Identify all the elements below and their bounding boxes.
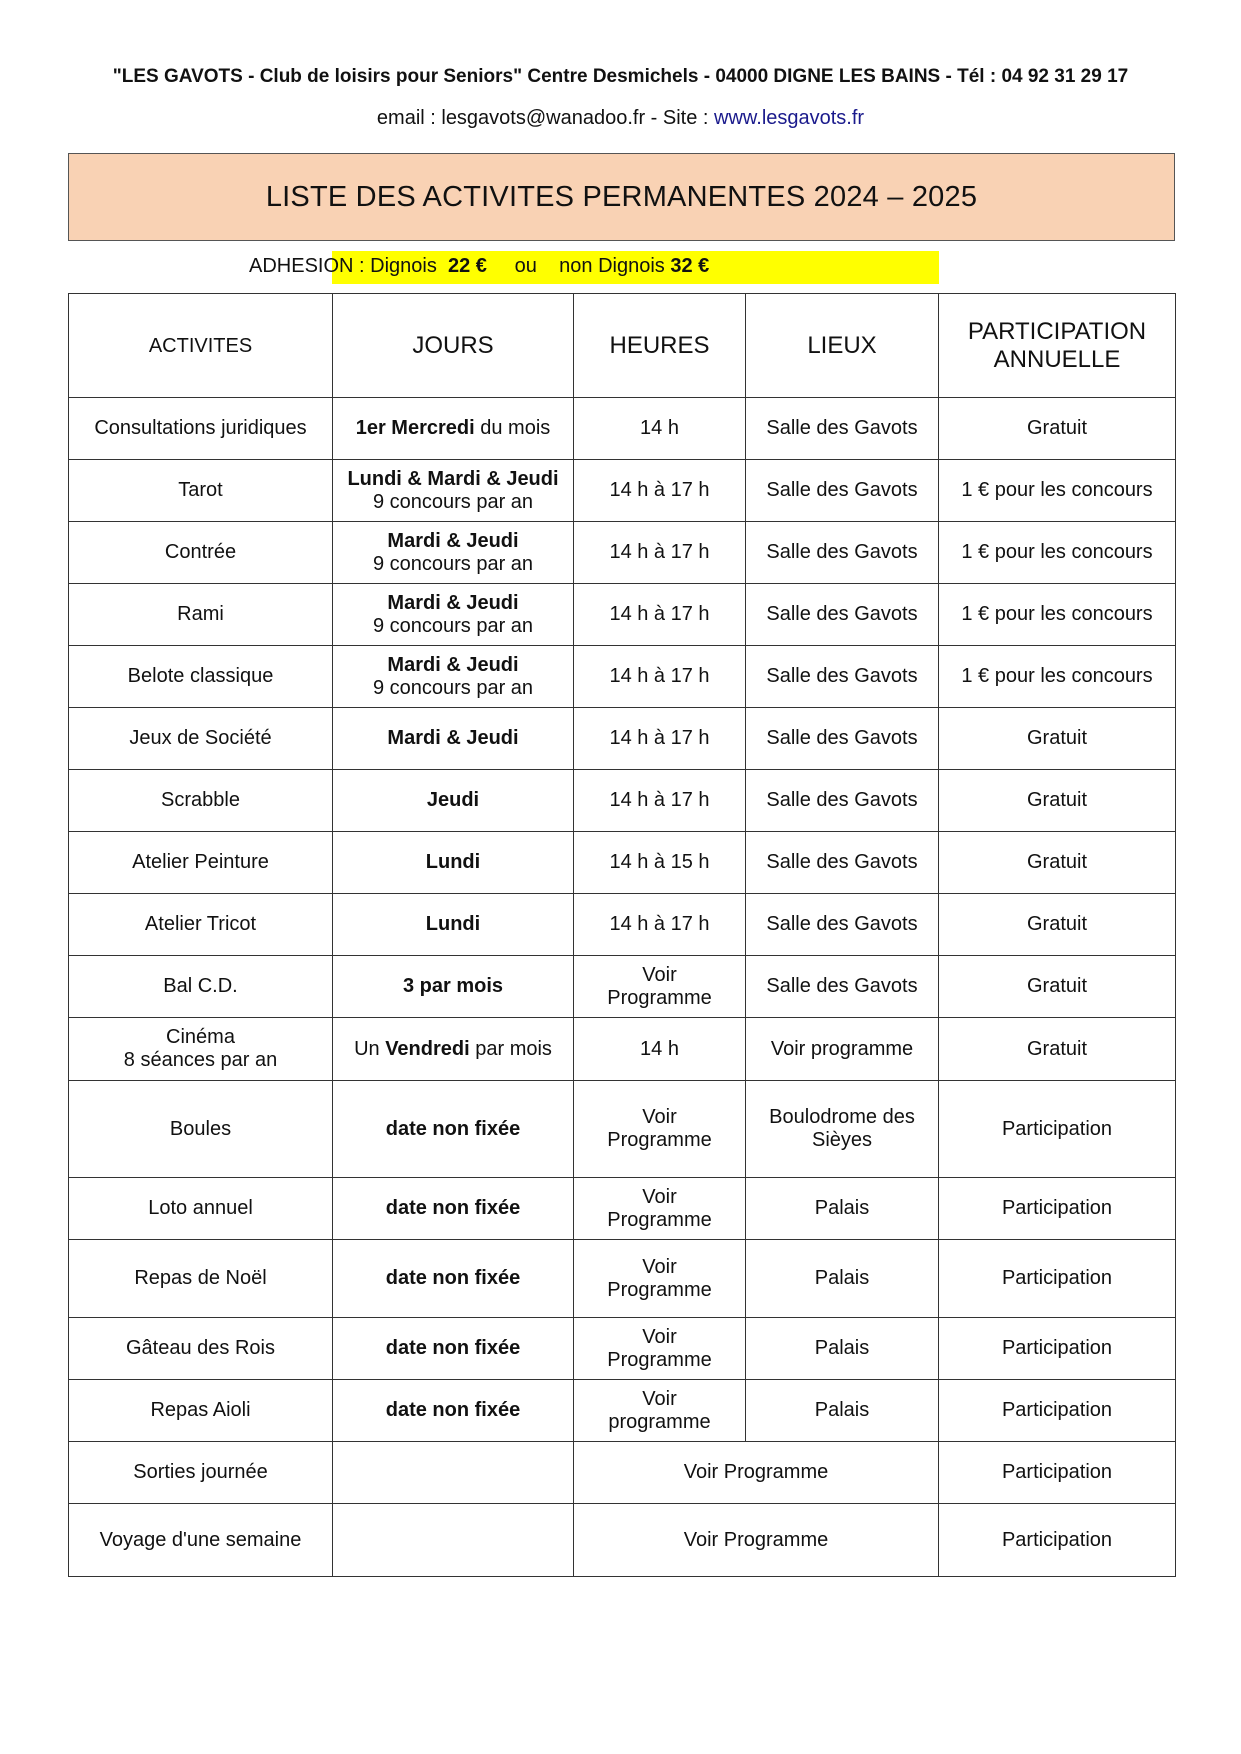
activity-cell [69, 1240, 333, 1318]
table-row [69, 646, 1176, 708]
contact-line [0, 107, 1241, 130]
day-main: date non fixée [385, 1399, 521, 1421]
participation-cell: Participation [939, 1504, 1176, 1577]
table-row [69, 956, 1176, 1018]
days-cell [333, 894, 574, 956]
days-cell [333, 770, 574, 832]
day-main: date non fixée [385, 1117, 521, 1140]
participation-cell: Participation [939, 1380, 1176, 1442]
hours-cell: 14 h à 17 h [574, 708, 746, 770]
activity-name: Repas Aioli [150, 1399, 251, 1421]
email-text: email : lesgavots@wanadoo.fr - Site : [376, 107, 715, 129]
day-main: 1er Mercredi [355, 417, 475, 439]
activity-name: Rami [177, 603, 224, 625]
place-cell: Palais [746, 1240, 939, 1318]
activity-cell [69, 1081, 333, 1178]
place-cell: Boulodrome des Sièyes [746, 1081, 939, 1178]
adhesion-middle: ou non Dignois [486, 255, 671, 277]
table-header-row [69, 294, 1176, 398]
days-cell [333, 1240, 574, 1318]
hours-cell: 14 h [574, 1018, 746, 1081]
day-main: date non fixée [385, 1197, 521, 1219]
hours-cell: 14 h [574, 398, 746, 460]
days-cell [333, 956, 574, 1018]
place-cell: Voir programme [746, 1018, 939, 1081]
hours-cell: Voir Programme [574, 956, 746, 1018]
participation-cell: Gratuit [939, 708, 1176, 770]
day-main: Mardi & Jeudi [387, 591, 519, 614]
activity-name: Bal C.D. [163, 975, 238, 997]
day-main: date non fixée [385, 1267, 521, 1289]
days-cell [333, 832, 574, 894]
activity-name: Boules [169, 1117, 232, 1140]
activity-sub: 8 séances par an [123, 1049, 278, 1071]
adhesion-label: ADHESION : Dignois [249, 255, 448, 277]
hours-cell: 14 h à 17 h [574, 460, 746, 522]
participation-cell: Gratuit [939, 832, 1176, 894]
participation-cell: 1 € pour les concours [939, 646, 1176, 708]
activity-name: Jeux de Société [129, 727, 272, 749]
day-main: date non fixée [385, 1337, 521, 1359]
table-row [69, 1081, 1176, 1178]
days-cell [333, 1442, 574, 1504]
participation-cell: Gratuit [939, 770, 1176, 832]
day-suffix: du mois [474, 417, 551, 439]
table-row [69, 1240, 1176, 1318]
column-header-activites: ACTIVITES [69, 294, 333, 398]
activity-cell [69, 832, 333, 894]
table-row [69, 398, 1176, 460]
days-cell [333, 646, 574, 708]
table-row [69, 894, 1176, 956]
day-sub: 9 concours par an [372, 614, 534, 637]
activity-name: Atelier Peinture [132, 851, 269, 873]
day-main: Jeudi [426, 789, 480, 811]
hours-cell: 14 h à 17 h [574, 770, 746, 832]
day-main: Mardi & Jeudi [387, 727, 519, 749]
activity-name: Sorties journée [133, 1461, 268, 1483]
activity-cell [69, 1504, 333, 1577]
hours-cell: Voir Programme [574, 1318, 746, 1380]
column-header-jours: JOURS [333, 294, 574, 398]
activity-name: Belote classique [127, 665, 274, 687]
activity-cell [69, 1178, 333, 1240]
activity-cell [69, 1318, 333, 1380]
table-row [69, 1442, 1176, 1504]
days-cell [333, 1081, 574, 1178]
participation-cell: Gratuit [939, 894, 1176, 956]
day-suffix: par mois [469, 1037, 552, 1060]
day-main: Mardi & Jeudi [387, 529, 519, 552]
place-cell: Salle des Gavots [746, 708, 939, 770]
hours-cell: 14 h à 15 h [574, 832, 746, 894]
activity-name: Repas de Noël [134, 1267, 267, 1289]
days-cell [333, 398, 574, 460]
activity-name: Gâteau des Rois [126, 1337, 275, 1359]
activity-cell [69, 646, 333, 708]
place-cell: Palais [746, 1318, 939, 1380]
days-cell [333, 708, 574, 770]
site-link[interactable]: www.lesgavots.fr [714, 107, 865, 129]
table-row [69, 1380, 1176, 1442]
hours-cell: Voir Programme [574, 1081, 746, 1178]
table-row [69, 832, 1176, 894]
day-main: Vendredi [385, 1037, 470, 1060]
day-prefix: Un [354, 1037, 386, 1060]
hours-cell: 14 h à 17 h [574, 584, 746, 646]
activity-cell [69, 1442, 333, 1504]
participation-cell: Participation [939, 1318, 1176, 1380]
day-main: Lundi & Mardi & Jeudi [347, 467, 559, 490]
adhesion-line [249, 255, 709, 278]
participation-cell: 1 € pour les concours [939, 522, 1176, 584]
place-cell: Salle des Gavots [746, 584, 939, 646]
hours-cell: 14 h à 17 h [574, 522, 746, 584]
table-row [69, 584, 1176, 646]
column-header-lieux: LIEUX [746, 294, 939, 398]
activity-cell [69, 584, 333, 646]
participation-cell: Participation [939, 1240, 1176, 1318]
days-cell [333, 584, 574, 646]
activities-table [68, 293, 1176, 1577]
table-row [69, 460, 1176, 522]
table-row [69, 770, 1176, 832]
dignois-price: 22 € [447, 255, 487, 277]
hours-cell: Voir programme [574, 1380, 746, 1442]
day-sub: 9 concours par an [372, 490, 534, 513]
activity-cell [69, 894, 333, 956]
participation-cell: Gratuit [939, 398, 1176, 460]
activity-name: Scrabble [161, 789, 240, 811]
place-cell: Palais [746, 1380, 939, 1442]
day-main: Mardi & Jeudi [387, 653, 519, 676]
activity-name: Tarot [178, 479, 223, 501]
place-cell: Salle des Gavots [746, 894, 939, 956]
participation-cell: Participation [939, 1442, 1176, 1504]
merged-program-cell: Voir Programme [574, 1504, 939, 1577]
days-cell [333, 1380, 574, 1442]
day-sub: 9 concours par an [372, 676, 534, 699]
activity-name: Consultations juridiques [94, 417, 307, 439]
activity-cell [69, 770, 333, 832]
activity-cell [69, 708, 333, 770]
activity-name: Atelier Tricot [144, 913, 257, 935]
hours-cell: 14 h à 17 h [574, 894, 746, 956]
place-cell: Salle des Gavots [746, 398, 939, 460]
table-row [69, 1504, 1176, 1577]
activity-cell [69, 956, 333, 1018]
table-row [69, 522, 1176, 584]
participation-cell: Gratuit [939, 956, 1176, 1018]
place-cell: Salle des Gavots [746, 832, 939, 894]
activity-cell [69, 1018, 333, 1081]
participation-cell: Participation [939, 1178, 1176, 1240]
place-cell: Salle des Gavots [746, 460, 939, 522]
day-main: Lundi [425, 851, 481, 873]
place-cell: Salle des Gavots [746, 646, 939, 708]
table-row [69, 1318, 1176, 1380]
activity-cell [69, 398, 333, 460]
activity-name: Voyage d'une semaine [99, 1528, 302, 1551]
place-cell: Salle des Gavots [746, 522, 939, 584]
column-header-participation: PARTICIPATION ANNUELLE [939, 294, 1176, 398]
non-dignois-price: 32 € [670, 255, 710, 277]
participation-cell: Participation [939, 1081, 1176, 1178]
activity-cell [69, 1380, 333, 1442]
day-main: Lundi [425, 913, 481, 935]
activity-name: Loto annuel [148, 1197, 253, 1219]
merged-program-cell: Voir Programme [574, 1442, 939, 1504]
days-cell [333, 1318, 574, 1380]
days-cell [333, 460, 574, 522]
days-cell [333, 522, 574, 584]
activity-name: Contrée [164, 541, 237, 563]
days-cell [333, 1178, 574, 1240]
activity-name: Cinéma [166, 1026, 235, 1048]
day-main: 3 par mois [402, 975, 504, 997]
participation-cell: Gratuit [939, 1018, 1176, 1081]
day-sub: 9 concours par an [372, 552, 534, 575]
table-row [69, 708, 1176, 770]
table-row [69, 1178, 1176, 1240]
club-header: "LES GAVOTS - Club de loisirs pour Seniors" Centre Desmichels - 04000 DIGNE LES BAINS - Tél : 04 92 31 29 17 [112, 66, 1129, 87]
activity-cell [69, 522, 333, 584]
days-cell [333, 1018, 574, 1081]
place-cell: Salle des Gavots [746, 770, 939, 832]
hours-cell: Voir Programme [574, 1178, 746, 1240]
document-title: LISTE DES ACTIVITES PERMANENTES 2024 – 2025 [68, 153, 1175, 241]
participation-cell: 1 € pour les concours [939, 584, 1176, 646]
hours-cell: 14 h à 17 h [574, 646, 746, 708]
place-cell: Palais [746, 1178, 939, 1240]
place-cell: Salle des Gavots [746, 956, 939, 1018]
participation-cell: 1 € pour les concours [939, 460, 1176, 522]
activity-cell [69, 460, 333, 522]
hours-cell: Voir Programme [574, 1240, 746, 1318]
days-cell [333, 1504, 574, 1577]
column-header-heures: HEURES [574, 294, 746, 398]
table-row [69, 1018, 1176, 1081]
